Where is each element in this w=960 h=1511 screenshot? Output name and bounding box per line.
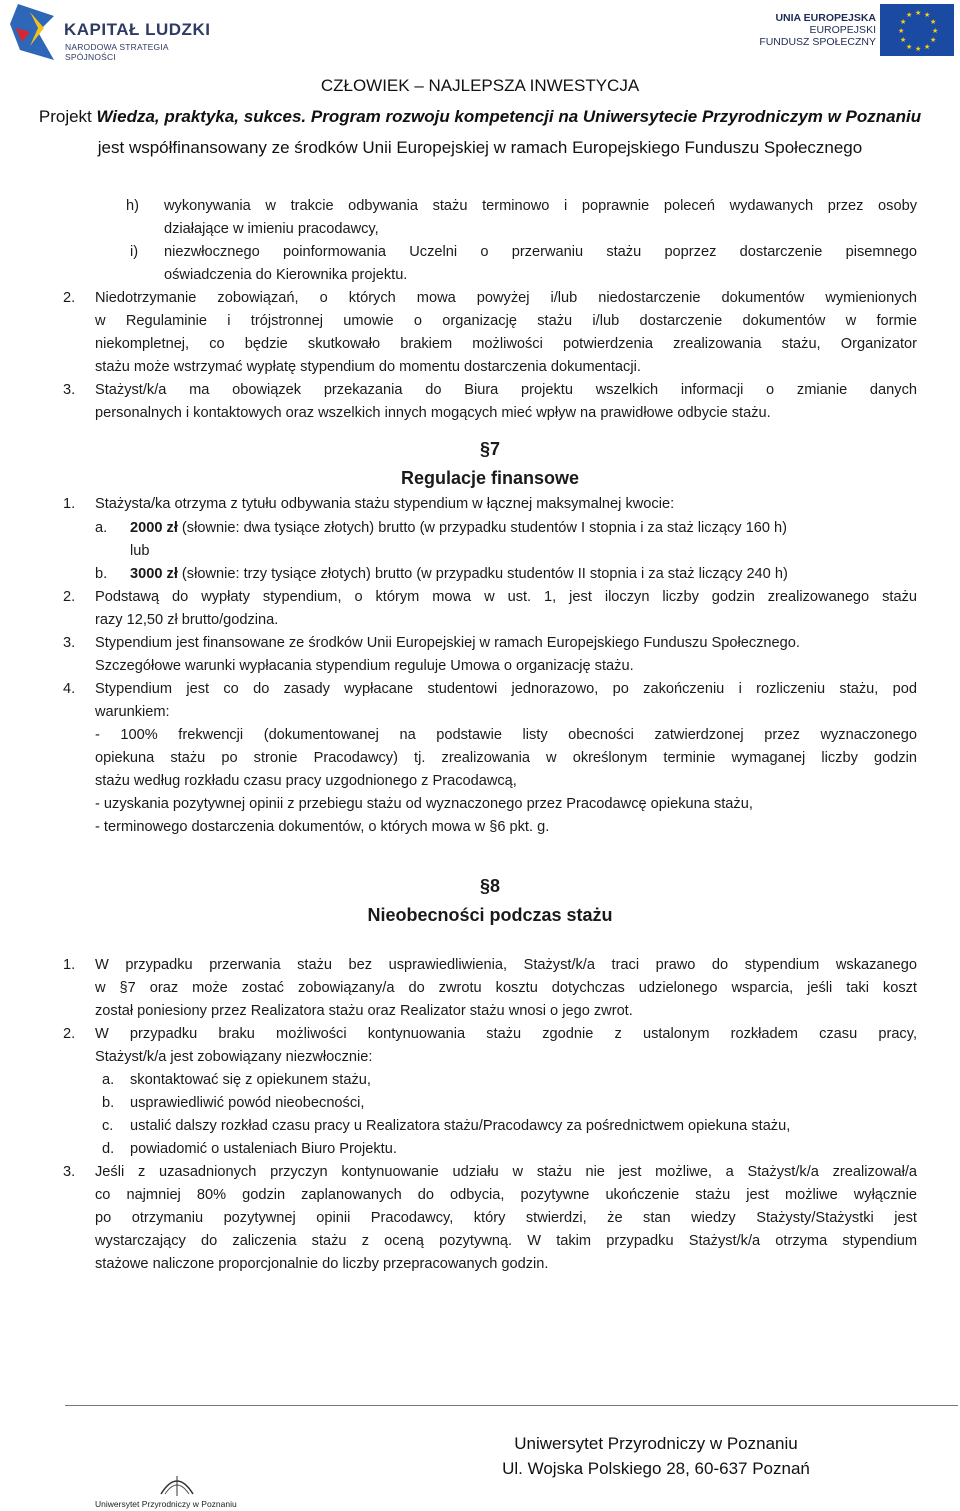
paragraph-line: Stażyst/k/a ma obowiązek przekazania do Biura projektu wszelkich informacji o zmianie danych (95, 382, 917, 398)
list-item-d: powiadomić o ustaleniach Biuro Projektu. (130, 1141, 397, 1157)
header-cofinance: jest współfinansowany ze środków Unii Europejskiej w ramach Europejskiego Funduszu Społecznego (97, 138, 863, 157)
list-item-a: skontaktować się z opiekunem stażu, (130, 1072, 371, 1088)
paragraph-line: został poniesiony przez Realizatora stażu oraz Realizator stażu wnosi o jego zwrot. (95, 1003, 633, 1019)
list-label: 1. (63, 957, 76, 973)
svg-text:★: ★ (930, 18, 937, 26)
list-label: a. (95, 520, 108, 536)
paragraph-line: w §7 oraz może zostać zobowiązany/a do zwrotu kosztu dotychczas udzielonego wsparcia, jeśli taki koszt (95, 980, 917, 996)
svg-text:★: ★ (930, 36, 937, 44)
paragraph-line: - uzyskania pozytywnej opinii z przebiegu stażu od wyznaczonego przez Pracodawcę opiekuna stażu, (95, 796, 753, 812)
paragraph-line: - terminowego dostarczenia dokumentów, o których mowa w §6 pkt. g. (95, 819, 550, 835)
list-item-h-line2: działające w imieniu pracodawcy, (164, 221, 379, 237)
paragraph-line: wystarczający do zaliczenia stażu z oceną pozytywną. W takim przypadku Stażyst/k/a otrzyma stypendium (95, 1233, 917, 1249)
list-item-h-line1: wykonywania w trakcie odbywania stażu terminowo i poprawnie poleceń wydawanych przez osoby (164, 198, 917, 214)
list-item-c: ustalić dalszy rozkład czasu pracy u Realizatora stażu/Pracodawcy za pośrednictwem opiekuna stażu, (130, 1118, 791, 1134)
eu-logo-line2: EUROPEJSKI (809, 24, 876, 36)
list-item-a-line2: lub (130, 543, 150, 559)
paragraph-line: razy 12,50 zł brutto/godzina. (95, 612, 279, 628)
list-label: 2. (63, 290, 76, 306)
svg-text:★: ★ (906, 43, 913, 51)
svg-text:★: ★ (900, 18, 907, 26)
paragraph-line: opiekuna stażu po stronie Pracodawcy) tj. zrealizowania w określonym terminie wymaganej liczby godzin (95, 750, 917, 766)
kapital-ludzki-title: KAPITAŁ LUDZKI (64, 20, 211, 39)
list-label: 4. (63, 681, 76, 697)
list-item-i-line1: niezwłocznego poinformowania Uczelni o przerwaniu stażu poprzez dostarczenie pisemnego (164, 244, 917, 260)
list-label: 3. (63, 1164, 76, 1180)
paragraph-line: - 100% frekwencji (dokumentowanej na podstawie listy obecności zatwierdzonej przez wyznaczonego (95, 727, 917, 743)
amount-a: 2000 zł (130, 520, 178, 536)
paragraph-line: personalnych i kontaktowych oraz wszelkich innych mogących mieć wpływ na prawidłowe odbycie stażu. (95, 405, 771, 421)
amount-b-description: (słownie: trzy tysiące złotych) brutto (w przypadku studentów II stopnia i za staż liczący 240 h) (177, 566, 788, 582)
paragraph-line: Stażyst/k/a jest zobowiązany niezwłocznie: (95, 1049, 373, 1065)
paragraph-line: niekompletnej, co będzie skutkowało brakiem możliwości potwierdzenia zrealizowania stażu, Organizator (95, 336, 917, 352)
eu-flag-icon (880, 4, 954, 56)
list-label: b. (102, 1095, 115, 1111)
list-item-b: usprawiedliwić powód nieobecności, (130, 1095, 365, 1111)
footer-divider (65, 1405, 958, 1406)
svg-text:★: ★ (915, 45, 922, 53)
eu-logo-line1: UNIA EUROPEJSKA (775, 12, 876, 24)
eu-logo-line3: FUNDUSZ SPOŁECZNY (759, 36, 876, 48)
list-label: h) (126, 198, 139, 214)
paragraph-line: Stażysta/ka otrzyma z tytułu odbywania stażu stypendium w łącznej maksymalnej kwocie: (95, 496, 675, 512)
university-logo-text: Uniwersytet Przyrodniczy w Poznaniu (95, 1499, 237, 1509)
header-project (0, 107, 960, 127)
list-item-a (130, 517, 787, 540)
paragraph-line: co najmniej 80% godzin zaplanowanych do odbycia, pozytywne ukończenie stażu jest możliwe wyłącznie (95, 1187, 917, 1203)
svg-text:★: ★ (906, 11, 913, 19)
paragraph-line: W przypadku braku możliwości kontynuowania stażu zgodnie z ustalonym rozkładem czasu pracy, (95, 1026, 917, 1042)
list-label: 3. (63, 635, 76, 651)
section-8-number: §8 (479, 876, 501, 896)
paragraph-line: W przypadku przerwania stażu bez usprawiedliwienia, Stażyst/k/a traci prawo do stypendium wskazanego (95, 957, 917, 973)
university-emblem-icon (95, 1470, 260, 1500)
section-8-title: Nieobecności podczas stażu (367, 905, 613, 925)
list-label: 2. (63, 1026, 76, 1042)
amount-b: 3000 zł (130, 566, 178, 582)
kapital-ludzki-subtitle: NARODOWA STRATEGIA SPÓJNOŚCI (65, 42, 169, 62)
section-7-title: Regulacje finansowe (400, 468, 580, 488)
paragraph-line: Stypendium jest co do zasady wypłacane studentowi jednorazowo, po zakończeniu i rozliczeniu stażu, pod (95, 681, 917, 697)
paragraph-line: stażu według rozkładu czasu pracy uzgodnionego z Pracodawcą, (95, 773, 517, 789)
list-item-b (130, 563, 788, 586)
paragraph-line: Podstawą do wypłaty stypendium, o którym mowa w ust. 1, jest iloczyn liczby godzin zrealizowanego stażu (95, 589, 917, 605)
list-label: d. (102, 1141, 115, 1157)
paragraph-line: po otrzymaniu pozytywnej opinii Pracodawcy, który stwierdzi, że stan wiedzy Stażysty/Stażystki jest (95, 1210, 917, 1226)
header-project-name: Wiedza, praktyka, sukces. Program rozwoju kompetencji na Uniwersytecie Przyrodniczym w Poznaniu (96, 107, 922, 126)
eu-logo (759, 4, 954, 56)
footer-line1: Uniwersytet Przyrodniczy w Poznaniu (514, 1434, 798, 1453)
paragraph-line: Jeśli z uzasadnionych przyczyn kontynuowanie udziału w stażu nie jest możliwe, a Stażyst/k/a zrealizował/a (95, 1164, 917, 1180)
list-label: 1. (63, 496, 76, 512)
paragraph-line: warunkiem: (95, 704, 170, 720)
svg-text:★: ★ (900, 36, 907, 44)
paragraph-line: w Regulaminie i trójstronnej umowie o organizację stażu i/lub dostarczenie dokumentów w formie (95, 313, 917, 329)
kapital-ludzki-logo (8, 2, 218, 66)
paragraph-line: stażowe naliczone proporcjonalnie do liczby przepracowanych godzin. (95, 1256, 549, 1272)
svg-text:★: ★ (932, 27, 939, 35)
university-logo (95, 1470, 260, 1511)
list-label: 2. (63, 589, 76, 605)
list-label: b. (95, 566, 108, 582)
header-motto: CZŁOWIEK – NAJLEPSZA INWESTYCJA (320, 76, 640, 95)
section-7-number: §7 (479, 439, 501, 459)
paragraph-line: Szczegółowe warunki wypłacania stypendium reguluje Umowa o organizację stażu. (95, 658, 634, 674)
header-project-prefix: Projekt (38, 107, 97, 126)
paragraph-line: stażu może wstrzymać wypłatę stypendium do momentu dostarczenia dokumentacji. (95, 359, 641, 375)
svg-text:★: ★ (915, 9, 922, 17)
amount-a-description: (słownie: dwa tysiące złotych) brutto (w przypadku studentów I stopnia i za staż liczący 160 h) (177, 520, 788, 536)
svg-text:★: ★ (924, 43, 931, 51)
paragraph-line: Stypendium jest finansowane ze środków Unii Europejskiej w ramach Europejskiego Funduszu Społecznego. (95, 635, 800, 651)
svg-text:★: ★ (898, 27, 905, 35)
footer-line2: Ul. Wojska Polskiego 28, 60-637 Poznań (502, 1459, 810, 1478)
list-label: i) (130, 244, 139, 260)
paragraph-line: Niedotrzymanie zobowiązań, o których mowa powyżej i/lub niedostarczenie dokumentów wymienionych (95, 290, 917, 306)
list-item-i-line2: oświadczenia do Kierownika projektu. (164, 267, 408, 283)
list-label: c. (102, 1118, 114, 1134)
list-label: 3. (63, 382, 76, 398)
svg-text:★: ★ (924, 11, 931, 19)
kapital-ludzki-star-icon (8, 2, 60, 64)
list-label: a. (102, 1072, 115, 1088)
